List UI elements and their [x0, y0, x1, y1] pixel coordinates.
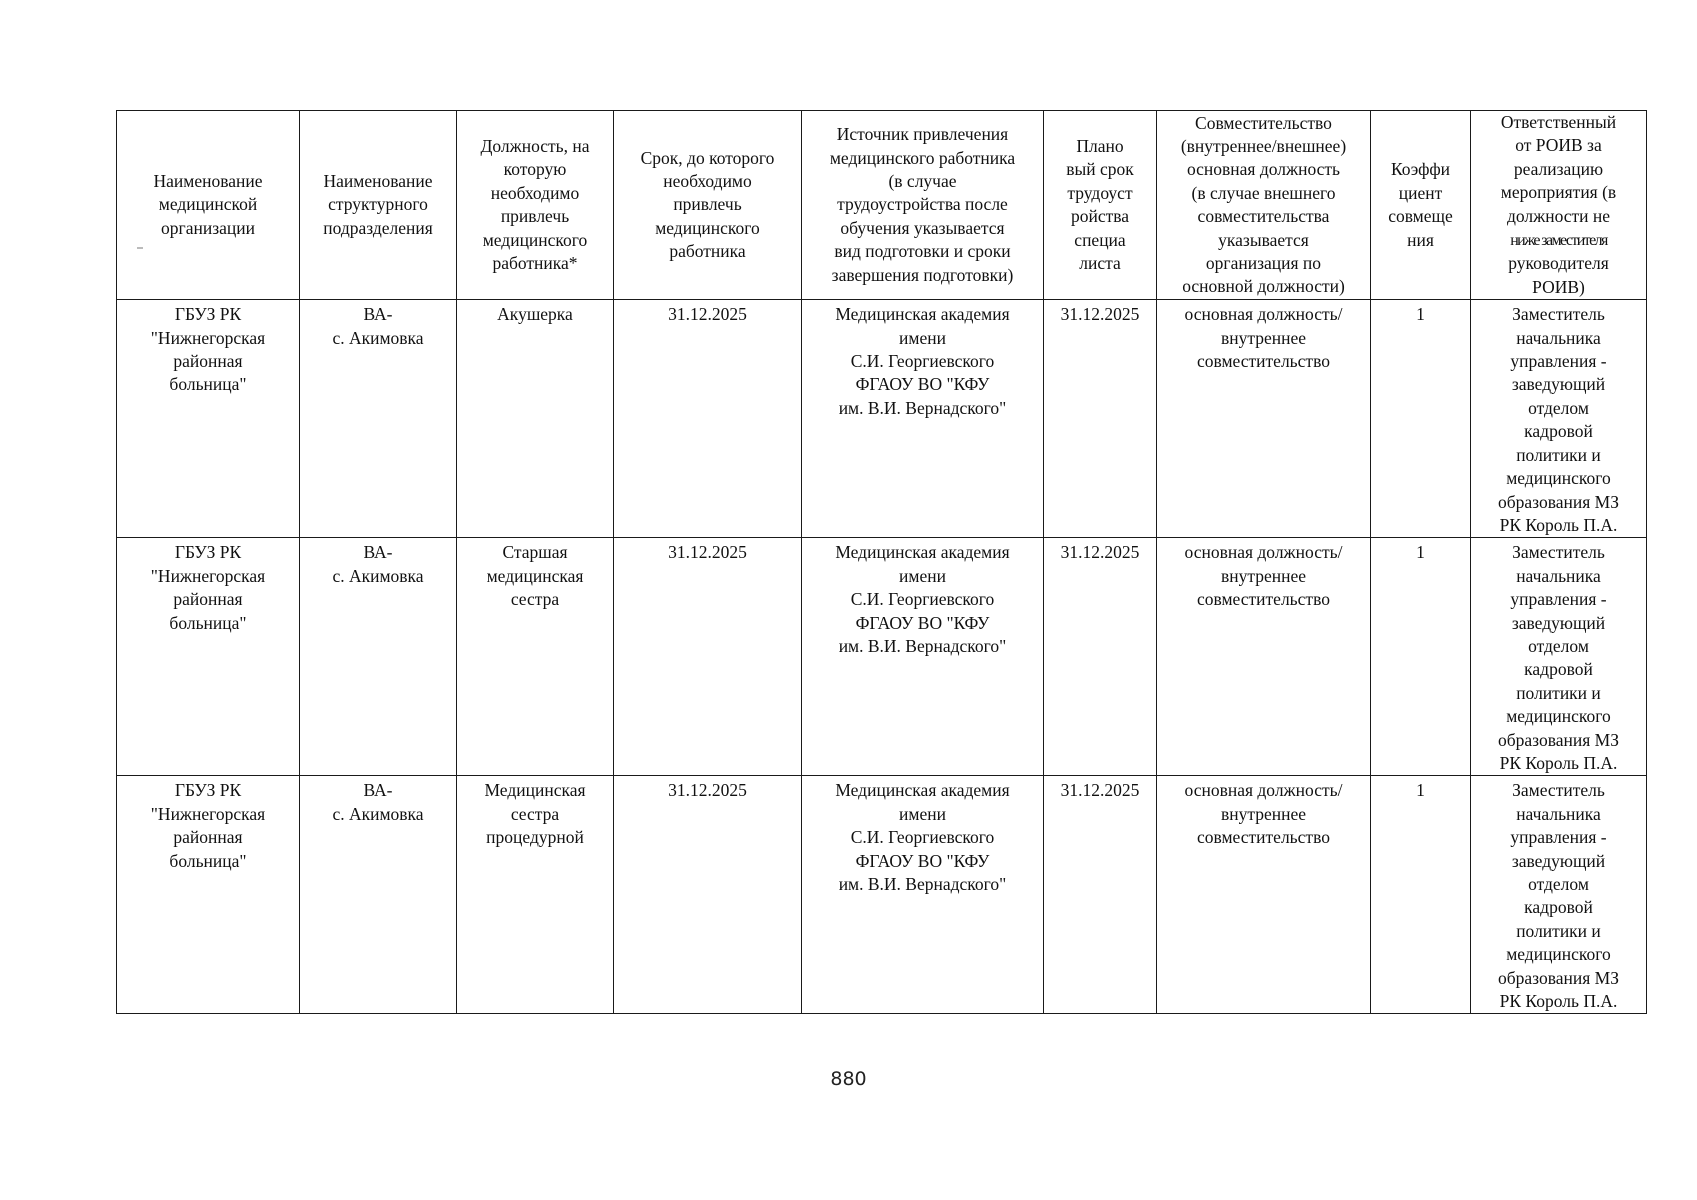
cell-responsible: Заместитель начальника управления - заведующий отделом кадровой политики и медицинского образования МЗ РК Король П.А. — [1471, 776, 1647, 1014]
cell-position: Старшая медицинская сестра — [457, 538, 614, 776]
cell-planned-date: 31.12.2025 — [1044, 776, 1157, 1014]
cell-planned-date: 31.12.2025 — [1044, 300, 1157, 538]
cell-organization: ГБУЗ РК "Нижнегорская районная больница" — [117, 776, 300, 1014]
cell-source: Медицинская академия имени С.И. Георгиевского ФГАОУ ВО "КФУ им. В.И. Вернадского" — [802, 300, 1044, 538]
cell-position: Медицинская сестра процедурной — [457, 776, 614, 1014]
cell-source: Медицинская академия имени С.И. Георгиевского ФГАОУ ВО "КФУ им. В.И. Вернадского" — [802, 538, 1044, 776]
table-row — [117, 776, 1647, 1014]
table-row — [117, 300, 1647, 538]
cell-coefficient: 1 — [1371, 776, 1471, 1014]
cell-deadline: 31.12.2025 — [614, 538, 802, 776]
cell-organization: ГБУЗ РК "Нижнегорская районная больница" — [117, 538, 300, 776]
staffing-table — [116, 110, 1647, 1014]
cell-combination: основная должность/ внутреннее совместительство — [1157, 538, 1371, 776]
cell-coefficient: 1 — [1371, 538, 1471, 776]
header-coefficient: Коэффи циент совмеще ния — [1371, 111, 1471, 300]
page-number: 880 — [830, 1068, 867, 1090]
cell-subdivision: ВА- с. Акимовка — [300, 776, 457, 1014]
cell-deadline: 31.12.2025 — [614, 300, 802, 538]
header-responsible-part-3: руководителя РОИВ) — [1508, 253, 1609, 297]
cell-deadline: 31.12.2025 — [614, 776, 802, 1014]
cell-position: Акушерка — [457, 300, 614, 538]
cell-organization: ГБУЗ РК "Нижнегорская районная больница" — [117, 300, 300, 538]
scan-speck — [137, 247, 143, 249]
cell-coefficient: 1 — [1371, 300, 1471, 538]
header-organization: Наименование медицинской организации — [117, 111, 300, 300]
table-header-row — [117, 111, 1647, 300]
header-source: Источник привлечения медицинского работника (в случае трудоустройства после обучения указывается вид подготовки и сроки завершения подготовки) — [802, 111, 1044, 300]
header-responsible-part-2: ниже заместителя — [1510, 232, 1607, 250]
header-combination: Совместительство (внутреннее/внешнее) основная должность (в случае внешнего совместительства указывается организация по основной должности) — [1157, 111, 1371, 300]
cell-responsible: Заместитель начальника управления - заведующий отделом кадровой политики и медицинского образования МЗ РК Король П.А. — [1471, 300, 1647, 538]
cell-combination: основная должность/ внутреннее совместительство — [1157, 776, 1371, 1014]
cell-subdivision: ВА- с. Акимовка — [300, 300, 457, 538]
table-row — [117, 538, 1647, 776]
cell-combination: основная должность/ внутреннее совместительство — [1157, 300, 1371, 538]
header-planned-date: Плано вый срок трудоуст ройства специа листа — [1044, 111, 1157, 300]
header-responsible-part-1: Ответственный от РОИВ за реализацию мероприятия (в должности не — [1500, 112, 1617, 226]
cell-planned-date: 31.12.2025 — [1044, 538, 1157, 776]
header-subdivision: Наименование структурного подразделения — [300, 111, 457, 300]
header-deadline: Срок, до которого необходимо привлечь медицинского работника — [614, 111, 802, 300]
header-responsible — [1471, 111, 1647, 300]
cell-subdivision: ВА- с. Акимовка — [300, 538, 457, 776]
cell-source: Медицинская академия имени С.И. Георгиевского ФГАОУ ВО "КФУ им. В.И. Вернадского" — [802, 776, 1044, 1014]
cell-responsible: Заместитель начальника управления - заведующий отделом кадровой политики и медицинского образования МЗ РК Король П.А. — [1471, 538, 1647, 776]
header-position: Должность, на которую необходимо привлечь медицинского работника* — [457, 111, 614, 300]
